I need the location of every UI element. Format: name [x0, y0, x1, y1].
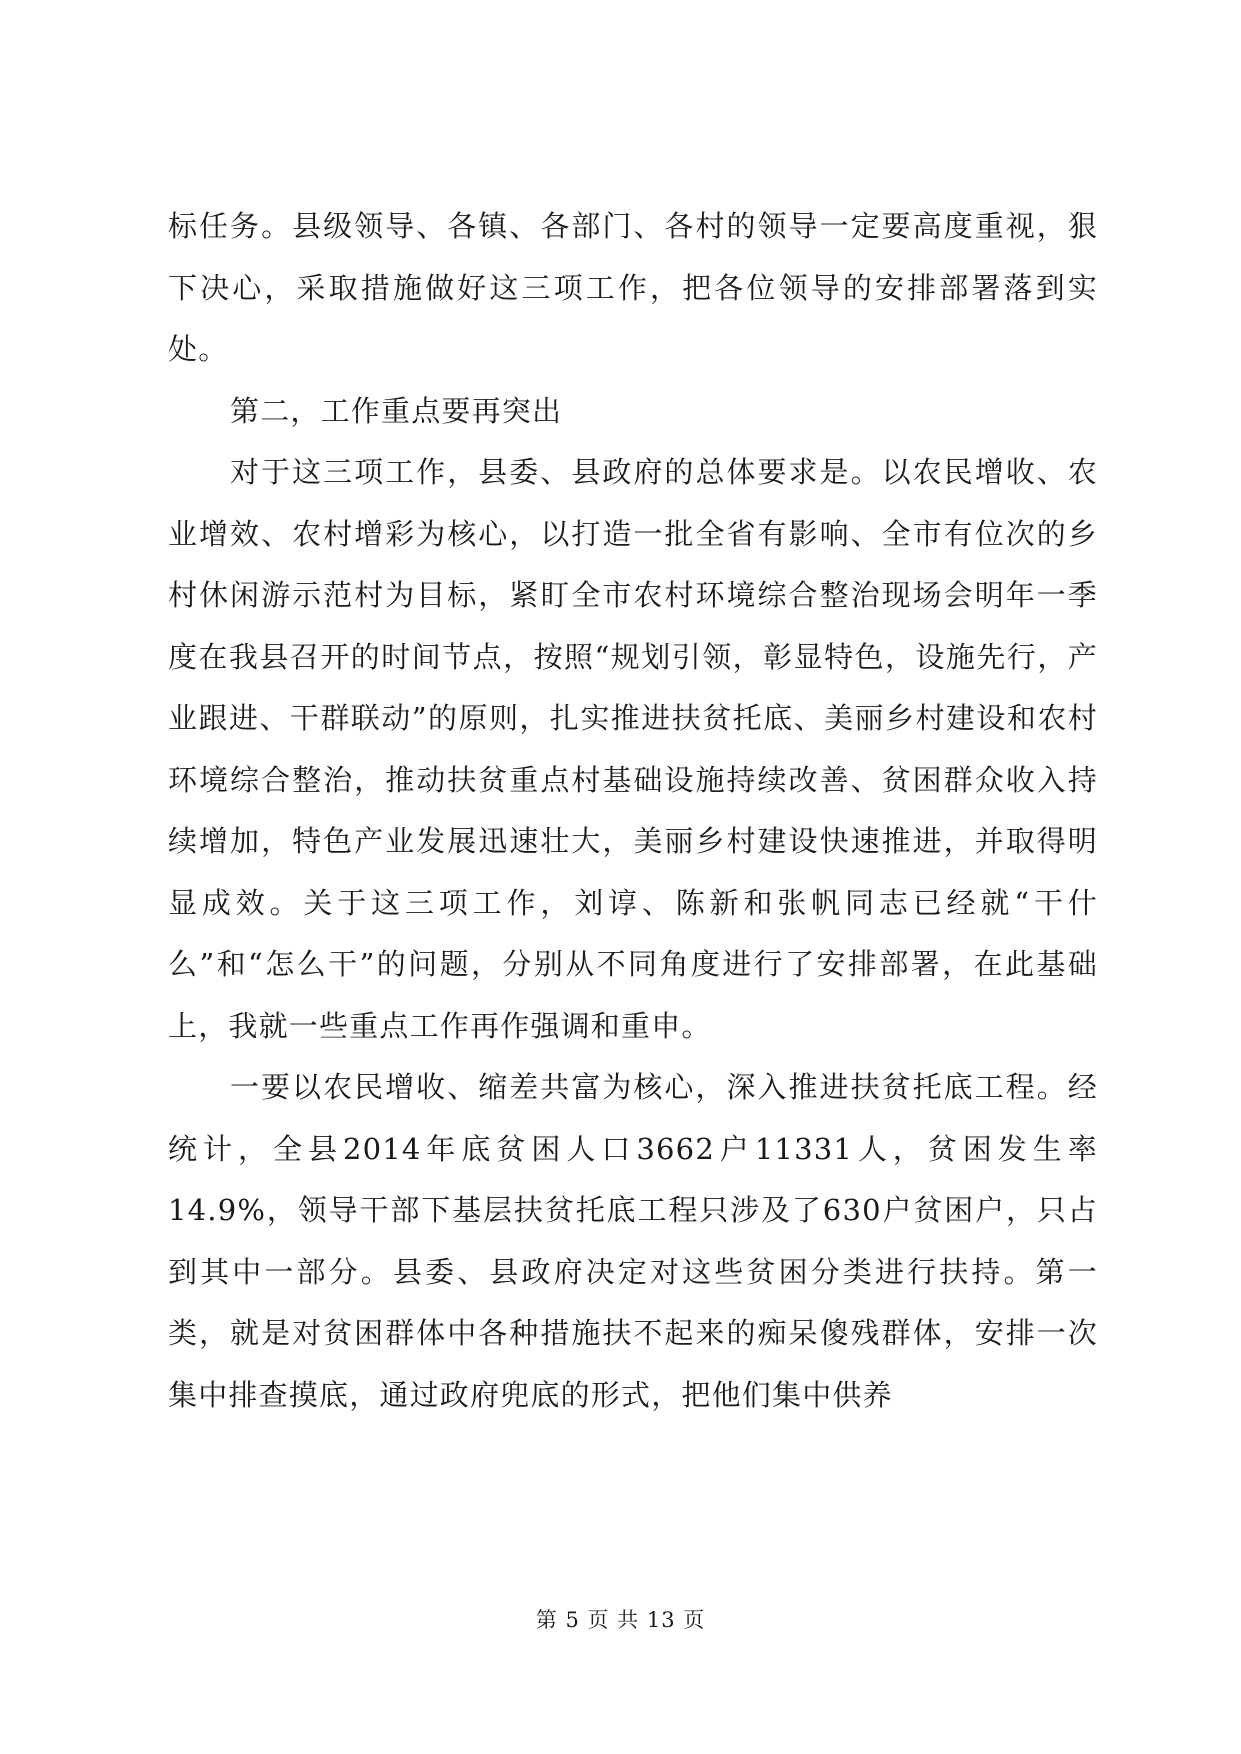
paragraph-1: 标任务。县级领导、各镇、各部门、各村的领导一定要高度重视，狠下决心，采取措施做好这三项工作，把各位领导的安排部署落到实处。: [168, 209, 1098, 366]
section-heading: 第二，工作重点要再突出: [230, 393, 563, 428]
paragraph-3: 一要以农民增收、缩差共富为核心，深入推进扶贫托底工程。经统计，全县2014年底贫困人口3662户11331人，贫困发生率14.9%，领导干部下基层扶贫托底工程只涉及了630户贫困户，只占到其中一部分。县委、县政府决定对这些贫困分类进行扶持。第一类，就是对贫困群体中各种措施扶不起来的痴呆傻残群体，安排一次集中排查摸底，通过政府兜底的形式，把他们集中供养: [168, 1070, 1098, 1412]
document-body: [168, 196, 1098, 1426]
paragraph-2: 对于这三项工作，县委、县政府的总体要求是。以农民增收、农业增效、农村增彩为核心，以打造一批全省有影响、全市有位次的乡村休闲游示范村为目标，紧盯全市农村环境综合整治现场会明年一季度在我县召开的时间节点，按照“规划引领，彰显特色，设施先行，产业跟进、干群联动”的原则，扎实推进扶贫托底、美丽乡村建设和农村环境综合整治，推动扶贫重点村基础设施持续改善、贫困群众收入持续增加，特色产业发展迅速壮大，美丽乡村建设快速推进，并取得明显成效。关于这三项工作，刘谆、陈新和张帆同志已经就“干什么”和“怎么干”的问题，分别从不同角度进行了安排部署，在此基础上，我就一些重点工作再作强调和重申。: [168, 455, 1098, 1043]
page-footer: 第 5 页 共 13 页: [535, 1608, 706, 1632]
